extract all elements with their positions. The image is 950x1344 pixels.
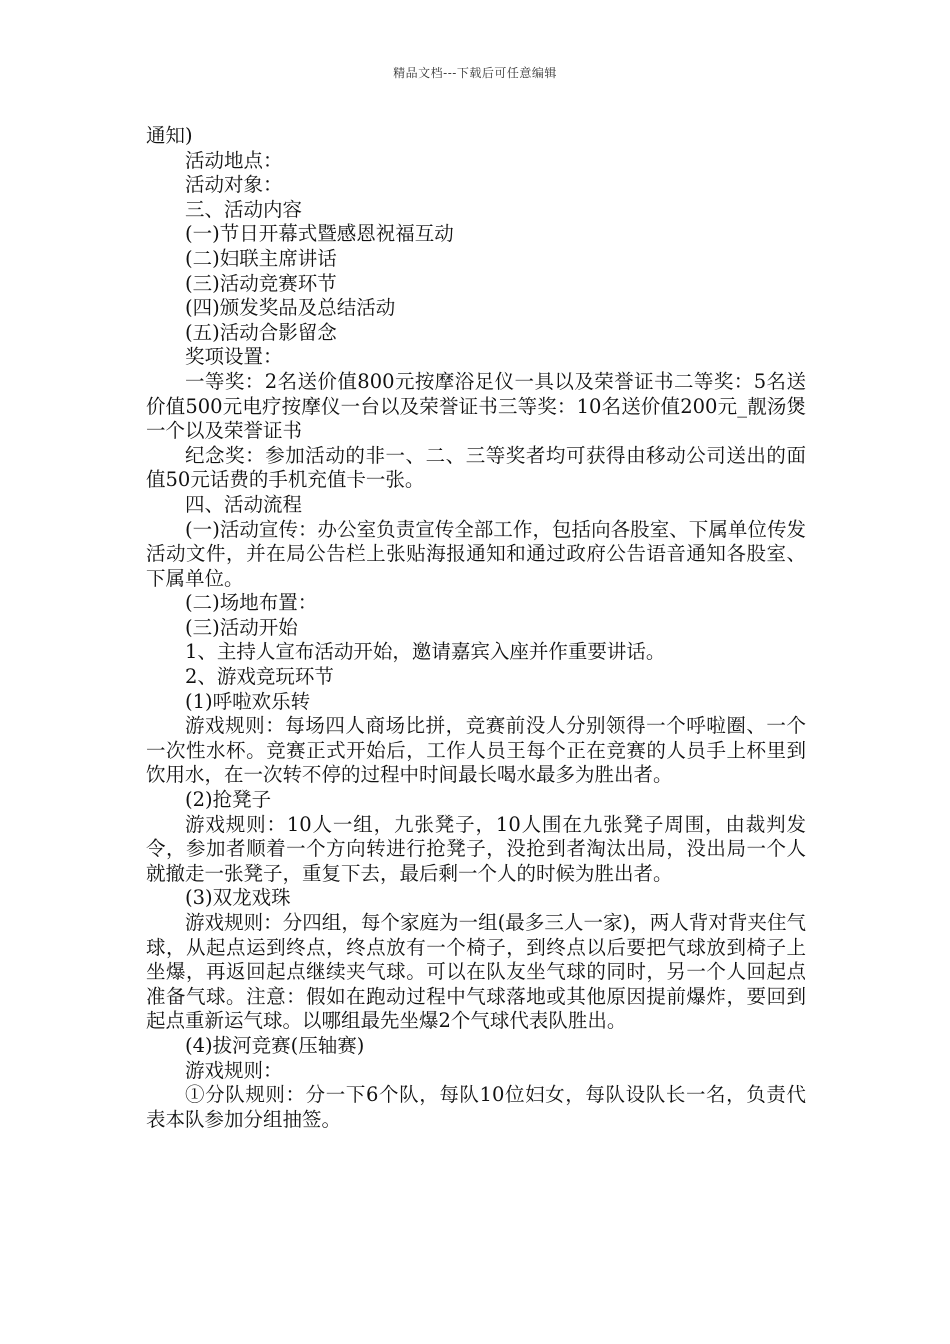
section-heading: 三、活动内容 [185, 197, 303, 221]
paragraph: 游戏规则：每场四人商场比拼，竞赛前没人分别领得一个呼啦圈、一个一次性水杯。竞赛正式开始后，工作人员王每个正在竞赛的人员手上杯里到饮用水，在一次转不停的过程中时间最长喝水最多为胜出者。 [146, 714, 806, 787]
list-item: (三)活动竞赛环节 [185, 271, 337, 295]
paragraph: 游戏规则： [185, 1058, 283, 1082]
paragraph: 1、主持人宣布活动开始，邀请嘉宾入座并作重要讲话。 [185, 640, 666, 664]
paragraph: 活动地点： [185, 148, 283, 172]
paragraph: (二)场地布置： [185, 591, 318, 615]
game-title: (1)呼啦欢乐转 [185, 689, 311, 713]
list-item: (二)妇联主席讲话 [185, 246, 337, 270]
document-body [146, 124, 806, 1132]
game-title: (4)拔河竞赛(压轴赛) [185, 1033, 365, 1057]
paragraph: 游戏规则：10人一组，九张凳子，10人围在九张凳子周围，由裁判发令，参加者顺着一个方向转进行抢凳子，没抢到者淘汰出局，没出局一个人就撤走一张凳子，重复下去，最后剩一个人的时候为胜出者。 [146, 812, 806, 885]
paragraph: ①分队规则：分一下6个队，每队10位妇女，每队设队长一名，负责代表本队参加分组抽签。 [146, 1083, 806, 1131]
game-title: (2)抢凳子 [185, 788, 272, 812]
paragraph: 游戏规则：分四组，每个家庭为一组(最多三人一家)，两人背对背夹住气球，从起点运到终点，终点放有一个椅子，到终点以后要把气球放到椅子上坐爆，再返回起点继续夹气球。可以在队友坐气球的同时，另一个人回起点准备气球。注意：假如在跑动过程中气球落地或其他原因提前爆炸，要回到起点重新运气球。以哪组最先坐爆2个气球代表队胜出。 [146, 911, 806, 1033]
list-item: (四)颁发奖品及总结活动 [185, 296, 396, 320]
paragraph: 奖项设置： [185, 345, 283, 369]
paragraph: (三)活动开始 [185, 615, 298, 639]
section-heading: 四、活动流程 [185, 492, 303, 516]
list-item: (五)活动合影留念 [185, 320, 337, 344]
paragraph: 通知) [146, 124, 193, 147]
paragraph: 活动对象： [185, 173, 283, 197]
list-item: (一)节日开幕式暨感恩祝福互动 [185, 222, 454, 246]
game-title: (3)双龙戏珠 [185, 886, 291, 910]
paragraph: 2、游戏竞玩环节 [185, 665, 334, 689]
paragraph: (一)活动宣传：办公室负责宣传全部工作，包括向各股室、下属单位传发活动文件，并在局公告栏上张贴海报通知和通过政府公告语音通知各股室、下属单位。 [146, 517, 806, 590]
page-header: 精品文档---下载后可任意编辑 [393, 66, 557, 80]
paragraph: 纪念奖：参加活动的非一、二、三等奖者均可获得由移动公司送出的面值50元话费的手机充值卡一张。 [146, 443, 806, 492]
paragraph: 一等奖：2名送价值800元按摩浴足仪一具以及荣誉证书二等奖：5名送价值500元电疗按摩仪一台以及荣誉证书三等奖：10名送价值200元_靓汤煲一个以及荣誉证书 [146, 369, 806, 443]
